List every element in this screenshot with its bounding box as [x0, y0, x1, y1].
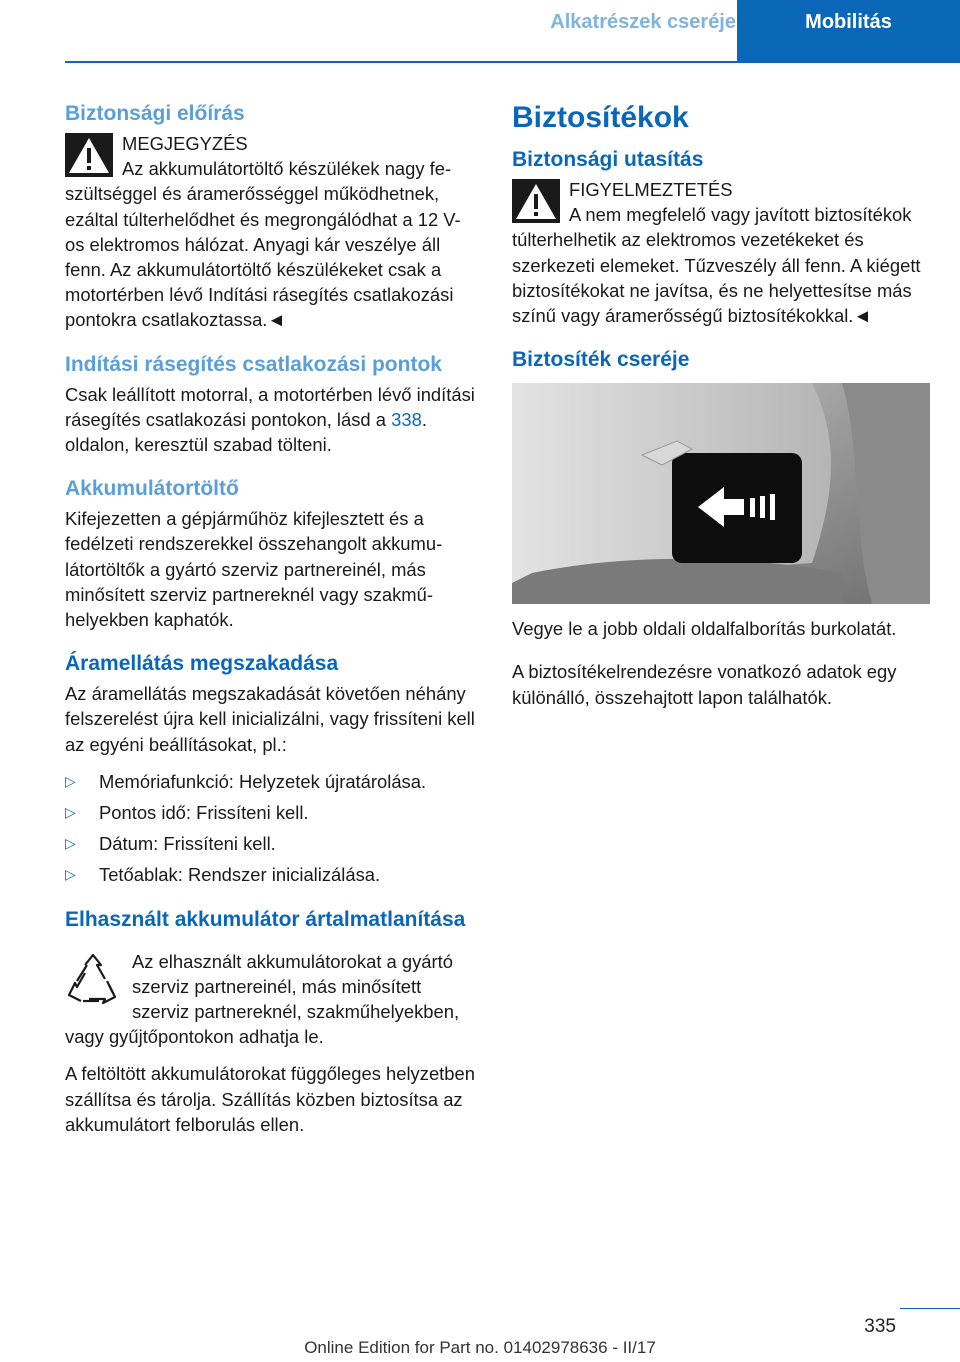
- note-title: MEGJEGYZÉS: [122, 133, 248, 154]
- triangle-bullet-icon: ▷: [65, 866, 76, 883]
- fuse-layout-info-text: A biztosítékelrendezésre vonatkozó adatok egy különálló, összehajtott lapon találhatók.: [512, 661, 897, 708]
- list-item: ▷ Pontos idő: Frissíteni kell.: [65, 800, 478, 825]
- charger-text: Kifejezetten a gépjárműhöz kifejlesztett és a fedélzeti rendszerekkel összehangolt akkumulátortöltők a gyártó szerviz partnereinél, más minősített szerviz partnereknél vagy szakműhelyekben kaphatók.: [65, 508, 443, 631]
- right-column: [512, 100, 930, 710]
- jump-text-before: Csak leállított motorral, a motortérben lévő indítási rásegítés csatlakozási pontokon, lásd a: [65, 383, 475, 430]
- triangle-bullet-icon: ▷: [65, 772, 76, 789]
- page-header: [0, 0, 960, 62]
- list-item: ▷ Dátum: Frissíteni kell.: [65, 831, 478, 856]
- replacement-step-text: Vegye le a jobb oldali oldalfalborítás burkolatát.: [512, 618, 897, 640]
- fuses-heading: Biztosítékok: [512, 101, 689, 134]
- warning-triangle-icon: [65, 133, 113, 177]
- safety-heading: Biztonsági előírás: [65, 102, 245, 125]
- edition-note: Online Edition for Part no. 01402978636 - II/17: [304, 1338, 656, 1357]
- header-chapter-tab: Mobilitás: [737, 0, 960, 62]
- jump-start-text: [65, 382, 478, 458]
- warning-block: [512, 177, 930, 328]
- header-section-title: Alkatrészek cseréje: [550, 11, 736, 33]
- list-item: ▷ Tetőablak: Rendszer inicializálása.: [65, 862, 478, 887]
- disposal-text: Az elhasznált akkumulátorokat a gyártó szerviz partnereinél, más minősített szerviz partnereknél, szakműhelyekben, vagy gyűjtőpontokon adhatja le.: [65, 950, 460, 1048]
- jump-start-heading: Indítási rásegítés csatlakozási pontok: [65, 352, 442, 376]
- disposal-heading: Elhasznált akkumulátor ártalmatlanítása: [65, 907, 466, 931]
- storage-text: A feltöltött akkumulátorokat függőleges helyzetben szállítsa és tárolja. Szállítás közben biztosítsa az akkumulátort felborulás ellen.: [65, 1063, 475, 1135]
- charger-heading: Akkumulátortöltő: [65, 477, 239, 501]
- triangle-bullet-icon: ▷: [65, 835, 76, 852]
- safety-instruction-heading: Biztonsági utasítás: [512, 148, 704, 171]
- left-column: [65, 100, 478, 1137]
- power-interruption-heading: Áramellátás megszakadása: [65, 652, 339, 676]
- warning-text: A nem megfelelő vagy javított biztosítékok túlterhelhetik az elektromos vezetékeket és szerkezeti elemeket. Tűzveszély áll fenn. A kiégett biztosítékokat ne javítsa, és ne helyettesítse más színű vagy áramerősségű biztosítékokkal.◄: [512, 204, 921, 327]
- header-rule: [65, 61, 960, 63]
- warning-triangle-icon: [512, 179, 560, 223]
- note-text: Az akkumulátortöltő készülékek nagy feszültséggel és áramerősséggel működhetnek, ezáltal túlterhelődhet és megrongálódhat a 12 V-os elektromos hálózat. Anyagi kár veszélye áll fenn. Az akkumulátortöltő készülékeket csak a motortérben lévő Indítási rásegítés csatlakozási pontokra csatlakoztassa.◄: [65, 158, 461, 331]
- fuse-panel-photo: [512, 383, 930, 604]
- triangle-bullet-icon: ▷: [65, 804, 76, 821]
- recycle-icon: [65, 951, 121, 1015]
- disposal-block: [65, 949, 478, 1050]
- warning-title: FIGYELMEZTETÉS: [569, 179, 733, 200]
- footer-rule: [900, 1308, 960, 1309]
- jump-text-after: . oldalon, keresztül szabad tölteni.: [65, 408, 427, 456]
- note-block: [65, 131, 478, 333]
- list-item: ▷ Memóriafunkció: Helyzetek újratárolása.: [65, 769, 478, 794]
- fuse-replacement-heading: Biztosíték cseréje: [512, 348, 690, 372]
- power-interruption-text: Az áramellátás megszakadását követően néhány felszerelést újra kell inicializálni, vagy frissíteni kell az egyéni beállításokat, pl.:: [65, 683, 475, 755]
- page-number: 335: [864, 1316, 896, 1337]
- reset-list: [65, 769, 478, 888]
- page-reference-link[interactable]: 338: [391, 408, 422, 430]
